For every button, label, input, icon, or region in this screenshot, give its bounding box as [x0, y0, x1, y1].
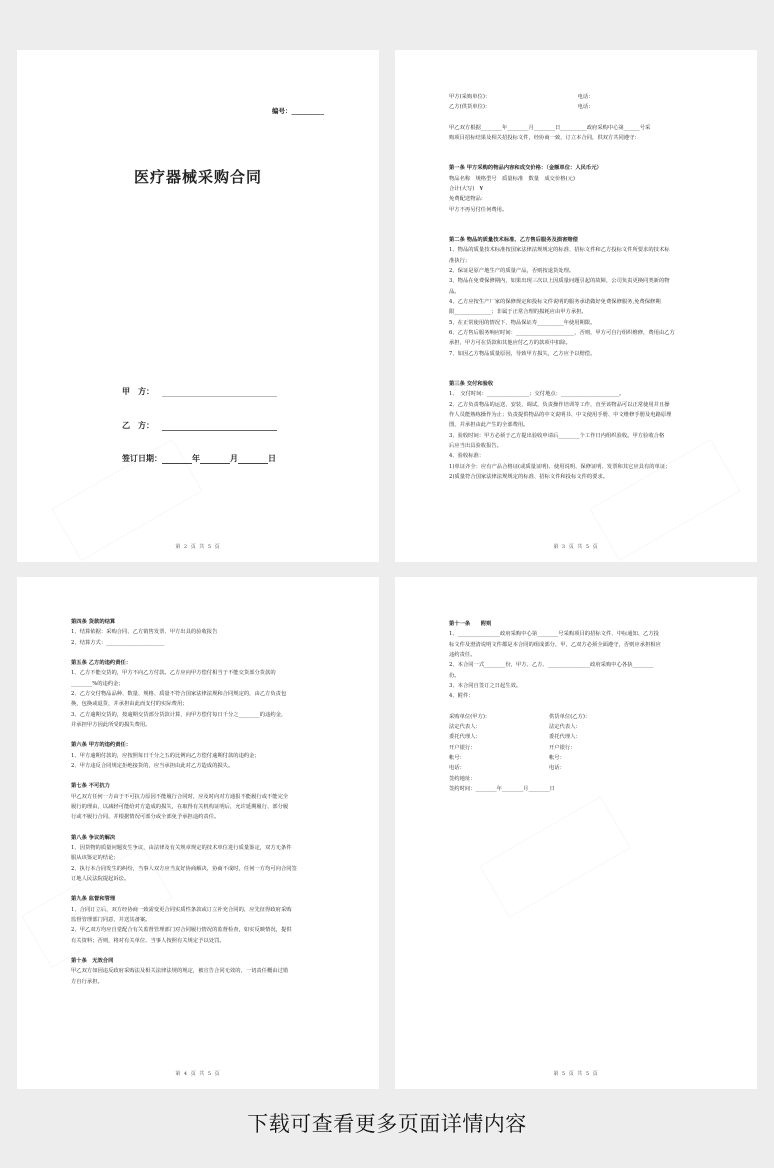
- clause-line: 换，包换或退货，并承担由此而支付的实际费用；: [71, 701, 188, 708]
- clause-line: 违约责任。: [449, 651, 476, 658]
- clause-line: 1、因货物的质量问题发生争议，由法律及有关规章规定的技术单位进行质量鉴定，双方无条件: [71, 844, 292, 851]
- buyer-sign-field: 开户银行：: [449, 744, 476, 751]
- clause-line: 履行的理由，以减轻可能给对方造成的损失，在取得有关机构证明后，允许延期履行、部分履: [71, 803, 289, 810]
- spacer: [449, 113, 705, 123]
- spacer: [449, 143, 705, 153]
- spacer: [449, 215, 705, 225]
- contract-number: 编号：__________: [272, 107, 324, 115]
- section-heading: 第三条 交付和验收: [449, 380, 494, 387]
- clause-line: 甲乙双方根据________年________月________日__________政府采购中心第______号采: [449, 124, 651, 131]
- clause-line: 监督管理部门同意，并送其备案。: [71, 916, 151, 923]
- section-heading: 第七条 不可抗力: [71, 783, 110, 790]
- sign-date-label: 签订日期：: [122, 453, 162, 463]
- buyer-sign-field: 电话：: [449, 765, 465, 772]
- clause-line: 购项目招标结果及相关招投标文件，经协商一致，订立本合同，供双方共同遵守：: [449, 134, 640, 141]
- sign-date-row: [122, 453, 276, 464]
- clause-line: 2、乙方交付物品品种、数量、规格、质量不符合国家法律法规和合同规定的，由乙方负责包: [71, 690, 287, 697]
- buyer-sign-field: 签约时间：________年________月________日: [449, 785, 555, 792]
- clause-line: 并承担甲方因此所受的损失费用。: [71, 721, 151, 728]
- clause-line: 1、________________政府采购中心第________号采购项目的招标文件、中标通知、乙方投: [449, 631, 659, 638]
- contract-page-3: [395, 50, 757, 562]
- clause-line: 限______________；非属于正常合理的损耗应由甲方承担。: [449, 309, 587, 316]
- contract-page-2: [17, 50, 379, 562]
- page-footer: 第 4 页 共 5 页: [175, 1071, 221, 1077]
- contract-page-5: [395, 577, 757, 1089]
- clause-line: 准执行；: [449, 257, 471, 264]
- party-b-label: 乙 方：: [122, 420, 154, 430]
- clause-line: 2)质量符合国家法律法规规定的标准、招标文件和投标文件的要求。: [449, 473, 609, 480]
- clause-line: 3、本合同自签订之日起生效。: [449, 682, 522, 689]
- clause-line: 4、乙方应按生产厂家的保修规定和投标文件说明的服务承诺做好免费保修服务,免费保修期: [449, 298, 661, 305]
- clause-line: 1、 交付时间：________________；交付地点：______________________。: [449, 391, 625, 398]
- page-footer: 第 5 页 共 5 页: [553, 1071, 599, 1077]
- party-b-row: [122, 420, 277, 431]
- clause-line: 承担，甲方可在货款和其他应付乙方的款项中扣除。: [449, 340, 571, 347]
- clause-line: 1、乙方不能交货的，甲方不向乙方付款。乙方应向甲方偿付相当于不能交货部分货款的: [71, 670, 276, 677]
- supplier-sign-field: 开户银行：: [549, 744, 576, 751]
- clause-line: 2、甲方违反合同规定拒绝接货的，应当承担由此对乙方造成的损失。: [71, 762, 234, 769]
- clause-line: 1、甲方逾期付款的，应按照每日千分之五的比例向乙方偿付逾期付款的违约金；: [71, 752, 260, 759]
- party-a-row: [122, 386, 277, 397]
- spacer: [449, 359, 705, 369]
- page-4-body: [71, 617, 327, 987]
- section-heading: 第八条 争议的解决: [71, 834, 116, 841]
- page-3-body: [449, 92, 705, 482]
- clause-line: 5、在正常使用的情况下，物品保证寿__________年使用期限。: [449, 319, 596, 326]
- clause-line: 标文件及澄清说明文件都是本合同的组成部分，甲、乙双方必须全面遵守，否则应承担相应: [449, 641, 661, 648]
- section-heading: 第四条 货款的结算: [71, 619, 116, 625]
- section-heading: 第十一条 附则: [449, 621, 492, 627]
- clause-line: 图，并承担由此产生的全部费用。: [449, 422, 529, 429]
- clause-line: ________%的违约金；: [71, 680, 124, 687]
- page-footer: 第 2 页 共 5 页: [175, 544, 221, 550]
- clause-line: 2、乙方负责物品的运送、安装、调试，负责操作培训等工作，直至该物品可以正常使用并且操: [449, 401, 670, 408]
- party-a-label: 甲 方：: [122, 386, 154, 396]
- section-heading: 第二条 物品的质量技术标准、乙方售后服务及损害赔偿: [449, 236, 578, 243]
- buyer-sign-field: 委托代理人：: [449, 734, 481, 741]
- page-5-body: [449, 619, 705, 794]
- clause-line: 甲乙双方如因违反政府采购法及相关法律法规的规定，被宣告合同无效的，一切责任概由过错: [71, 968, 289, 975]
- clause-line: 2、执行本合同发生的纠纷，当事人双方应当友好协商解决，协商不成时，任何一方均可向合同签: [71, 865, 297, 872]
- supplier-sign-field: 电话：: [549, 765, 565, 772]
- clause-line: 乙方(供货单位)： 电话：: [449, 104, 594, 111]
- supplier-sign-field: 帐号：: [549, 754, 565, 761]
- party-a-line: [162, 396, 277, 397]
- clause-line: 合计(大写) ¥: [449, 185, 483, 192]
- buyer-sign-field: 采购单位(甲方)：: [449, 713, 491, 720]
- clause-line: 1、结算依据：采购合同、乙方销售发票、甲方出具的验收报告: [71, 629, 218, 636]
- contract-page-4: [17, 577, 379, 1089]
- buyer-sign-field: 帐号：: [449, 754, 465, 761]
- clause-line: 1、物品的质量技术标准按国家法律法规规定的标准、招标文件和乙方投标文件所要求的技术标: [449, 247, 670, 254]
- page-footer: 第 3 页 共 5 页: [553, 544, 599, 550]
- section-heading: 第六条 甲方的违约责任：: [71, 742, 132, 749]
- clause-line: 2、本合同一式________份，甲方、乙方、________________政府采购中心各执________: [449, 662, 654, 669]
- clause-line: 方自行承担。: [71, 978, 103, 985]
- watermark: [479, 796, 630, 918]
- clause-line: 1)单证齐全：应有产品合格证(或质量证明)、使用说明、保修证明、发票和其它应具有的单证；: [449, 463, 671, 470]
- clause-line: 物品名称 规格型号 质量标准 数量 成交价格(元): [449, 175, 575, 182]
- clause-line: 行或不履行合同，并根据情况可部分或全部免予承担违约责任。: [71, 814, 220, 821]
- clause-line: 有关资料；否则，将对有关单位、当事人按照有关规定予以处罚。: [71, 937, 225, 944]
- sign-year: 年: [192, 453, 200, 463]
- clause-line: 份。: [449, 672, 460, 679]
- clause-line: 6、乙方售后服务响应时间：______________________，否则，甲方可自行组织维修，费用由乙方: [449, 329, 675, 336]
- clause-line: 2、甲乙双方均应自觉配合有关监督管理部门对合同履行情况的监督检查，如实反映情况，提供: [71, 927, 292, 934]
- buyer-sign-field: 签约地址：: [449, 775, 476, 782]
- clause-line: 免费配送物品：: [449, 196, 487, 203]
- supplier-sign-field: 法定代表人：: [549, 723, 581, 730]
- clause-line: 甲方(采购单位)： 电话：: [449, 94, 594, 100]
- download-caption: 下载可查看更多页面详情内容: [247, 1112, 527, 1136]
- clause-line: 订地人民法院提起诉讼。: [71, 875, 130, 882]
- section-heading: 第十条 无效合同: [71, 957, 114, 964]
- sign-month: 月: [230, 453, 238, 463]
- clause-line: 1、合同订立后，双方经协商一致需变更合同实质性条款或订立补充合同的，应先征得政府采购: [71, 906, 292, 913]
- sign-day: 日: [268, 453, 276, 463]
- clause-line: 后应当出具验收报告。: [449, 442, 502, 449]
- buyer-sign-field: 法定代表人：: [449, 723, 481, 730]
- party-b-line: [162, 430, 277, 431]
- supplier-sign-field: 委托代理人：: [549, 734, 581, 741]
- annex-clauses: [449, 619, 705, 702]
- clause-line: 7、如因乙方物品质量原因，导致甲方损失，乙方应予以赔偿。: [449, 350, 596, 357]
- clause-line: 甲方不再另付任何费用。: [449, 206, 508, 213]
- clause-line: 品。: [449, 288, 460, 295]
- clause-line: 4、附件：: [449, 693, 474, 700]
- clause-line: 4、验收标准：: [449, 453, 485, 460]
- clause-line: 3、乙方逾期交货的，按逾期交货部分货款计算，向甲方偿付每日千分之________的违约金，: [71, 711, 287, 718]
- clause-line: 3、物品在免费保修期内，如果出现三次以上因质量问题引起的故障，公司负责更换同类新的物: [449, 278, 670, 285]
- section-heading: 第九条 监督和管理: [71, 896, 116, 903]
- clause-line: 3、验收时间：甲方必须于乙方提出验收申请后________个工作日内组织验收。甲方验收合格: [449, 432, 665, 439]
- document-title: 医疗器械采购合同: [133, 168, 262, 186]
- section-heading: 第一条 甲方采购的物品内容和成交价格：（金额单位：人民币元）: [449, 165, 602, 172]
- clause-line: 2、结算方式：______________________: [71, 639, 165, 646]
- clause-line: 甲乙双方任何一方由于不可抗力原因不能履行合同时，应及时向对方通报不能履行或不能完全: [71, 793, 289, 800]
- clause-line: 2、保证是原产地生产的质量产品，否则按退货处理。: [449, 267, 575, 274]
- clause-line: 服从该鉴定的结论；: [71, 855, 119, 862]
- section-heading: 第五条 乙方的违约责任：: [71, 659, 132, 666]
- clause-line: 作人员能熟练操作为止；负责提供物品的中文说明书、中文使用手册、中文维修手册及电路原理: [449, 411, 672, 418]
- supplier-sign-field: 供货单位(乙方)：: [549, 713, 591, 720]
- signature-table: [449, 712, 705, 795]
